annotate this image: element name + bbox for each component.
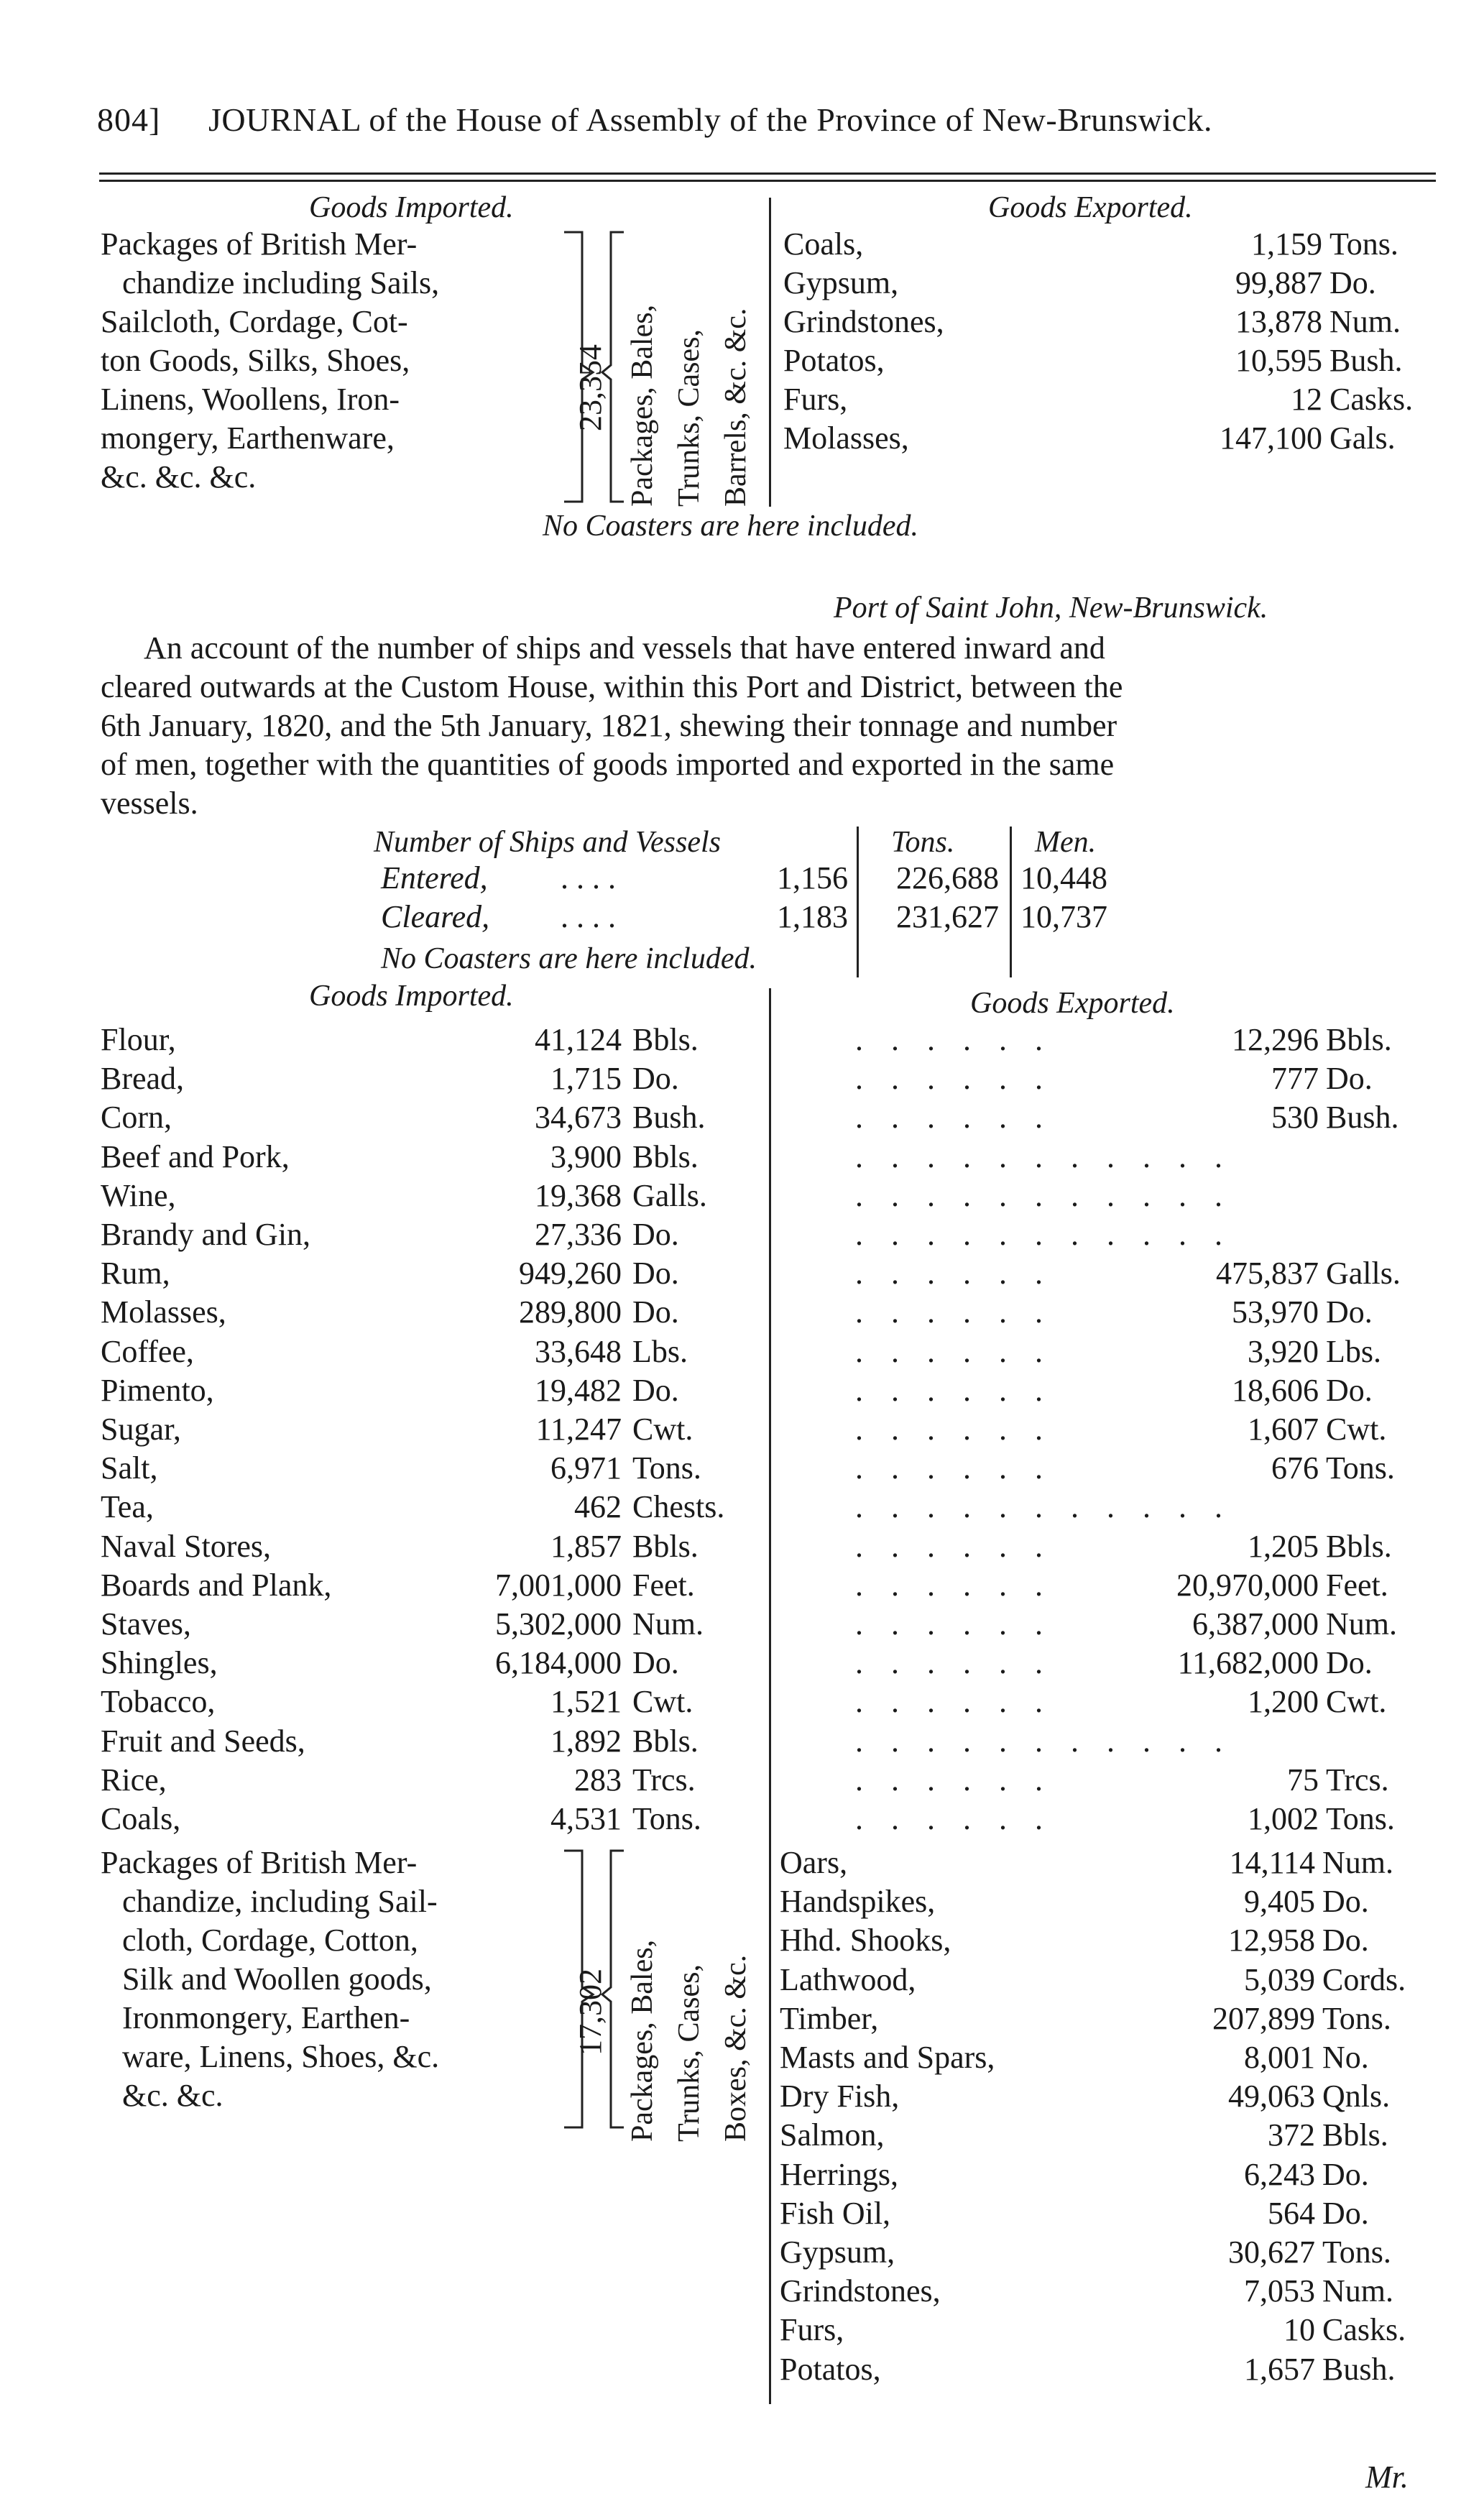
import-unit: Tons. [632, 1801, 701, 1836]
item-name: Molasses, [101, 1294, 226, 1330]
export-qty: 372 [1268, 2117, 1315, 2153]
exports-heading: Goods Exported. [970, 987, 1175, 1020]
export-unit: Lbs. [1326, 1333, 1381, 1369]
import-qty: 19,368 [535, 1177, 622, 1213]
export-qty: 7,053 [1244, 2273, 1315, 2309]
leader-dots: . . . . . . [855, 1100, 1053, 1136]
export-unit: Cwt. [1326, 1684, 1387, 1720]
export-qty: 207,899 [1212, 2000, 1315, 2036]
import-qty: 462 [574, 1489, 622, 1525]
item-name: Bread, [101, 1061, 185, 1097]
row-number: 1,156 [777, 860, 848, 896]
package-type-line: Trunks, Cases, [673, 329, 706, 507]
item-name: Rum, [101, 1256, 170, 1292]
imports-heading: Goods Imported. [309, 980, 514, 1013]
export-unit: Bush. [1329, 343, 1403, 378]
import-unit: Do. [632, 1256, 679, 1292]
row-tons: 226,688 [896, 860, 999, 896]
export-item: Gypsum, [780, 2234, 895, 2270]
leader-dots: . . . . . . [855, 1022, 1053, 1057]
export-unit: Feet. [1326, 1567, 1388, 1603]
import-unit: Num. [632, 1606, 704, 1642]
export-unit: Tons. [1326, 1801, 1395, 1836]
item-name: Corn, [101, 1100, 172, 1136]
item-name: Brandy and Gin, [101, 1217, 311, 1252]
item-name: Sugar, [101, 1412, 181, 1447]
export-qty: 49,063 [1228, 2079, 1315, 2114]
import-qty: 6,971 [550, 1450, 622, 1486]
import-desc-line: ware, Linens, Shoes, &c. [122, 2039, 440, 2074]
export-unit: Tons. [1329, 226, 1398, 262]
package-type-line: Boxes, &c. &c. [719, 1954, 752, 2142]
export-unit: Cords. [1322, 1961, 1406, 1997]
export-qty: 12 [1291, 382, 1322, 417]
export-qty: 530 [1271, 1100, 1319, 1136]
export-item: Timber, [780, 2000, 879, 2036]
item-name: Naval Stores, [101, 1528, 272, 1564]
import-qty: 27,336 [535, 1217, 622, 1252]
export-qty: 18,606 [1232, 1372, 1319, 1408]
item-name: Beef and Pork, [101, 1138, 290, 1174]
export-item: Lathwood, [780, 1961, 916, 1997]
import-unit: Bbls. [632, 1022, 699, 1057]
export-qty: 1,002 [1248, 1801, 1319, 1836]
package-type-line: Packages, Bales, [626, 1939, 659, 2142]
import-desc-line: &c. &c. [122, 2078, 223, 2113]
leader-dots: . . . . . . [855, 1450, 1053, 1486]
intro-line: 6th January, 1820, and the 5th January, 1821, shewing their tonnage and number [101, 708, 1117, 743]
import-qty: 7,001,000 [495, 1567, 622, 1603]
export-unit: Do. [1322, 2195, 1369, 2231]
item-name: Rice, [101, 1762, 167, 1798]
header-rule-2 [99, 180, 1436, 182]
export-qty: 3,920 [1248, 1333, 1319, 1369]
item-name: Tea, [101, 1489, 154, 1525]
import-qty: 4,531 [550, 1801, 622, 1836]
export-unit: Do. [1326, 1061, 1373, 1097]
export-qty: 475,837 [1216, 1256, 1319, 1292]
export-item: Dry Fish, [780, 2079, 900, 2114]
export-item: Grindstones, [783, 304, 944, 339]
export-unit: Do. [1322, 1884, 1369, 1920]
export-unit: No. [1322, 2040, 1369, 2075]
import-unit: Lbs. [632, 1333, 688, 1369]
catchword: Mr. [1365, 2459, 1409, 2495]
import-unit: Bbls. [632, 1723, 699, 1759]
import-unit: Do. [632, 1061, 679, 1097]
leader-dots: . . . . . . [855, 1256, 1053, 1292]
export-unit: Bbls. [1322, 2117, 1388, 2153]
export-unit: Do. [1326, 1645, 1373, 1681]
export-item: Molasses, [783, 420, 909, 456]
export-qty: 13,878 [1235, 304, 1322, 339]
item-name: Shingles, [101, 1645, 218, 1681]
export-unit: Bush. [1322, 2351, 1396, 2387]
export-unit: Num. [1322, 1845, 1393, 1880]
import-unit: Do. [632, 1645, 679, 1681]
import-desc-line: chandize including Sails, [122, 265, 440, 300]
export-unit: Gals. [1329, 420, 1396, 456]
package-type-line: Packages, Bales, [626, 304, 659, 507]
leader-dots: . . . . . . [855, 1801, 1053, 1836]
import-qty: 1,857 [550, 1528, 622, 1564]
leader-dots: . . . . . . [855, 1606, 1053, 1642]
import-unit: Bbls. [632, 1138, 699, 1174]
item-name: Tobacco, [101, 1684, 216, 1720]
leader-dots: . . . . . . . . . . . [855, 1723, 1232, 1759]
leader-dots: . . . . . . . . . . . [855, 1489, 1232, 1525]
import-desc-line: Ironmongery, Earthen- [122, 2000, 410, 2035]
leader-dots: . . . . . . . . . . . [855, 1138, 1232, 1174]
item-name: Salt, [101, 1450, 158, 1486]
export-qty: 1,657 [1244, 2351, 1315, 2387]
column-divider [857, 827, 859, 977]
col-men: Men. [1035, 826, 1097, 859]
package-type-line: Trunks, Cases, [673, 1964, 706, 2142]
export-unit: Trcs. [1326, 1762, 1389, 1798]
section-note: No Coasters are here included. [543, 510, 918, 543]
header-rule [99, 172, 1436, 175]
export-item: Fish Oil, [780, 2195, 891, 2231]
import-unit: Do. [632, 1294, 679, 1330]
export-item: Coals, [783, 226, 864, 262]
export-unit: Num. [1329, 304, 1401, 339]
import-total: 23,354 [573, 344, 608, 431]
page-title: JOURNAL of the House of Assembly of the Province of New-Brunswick. [208, 101, 1213, 138]
export-qty: 147,100 [1220, 420, 1322, 456]
row-men: 10,448 [1020, 860, 1107, 896]
export-qty: 564 [1268, 2195, 1315, 2231]
column-divider [1010, 827, 1012, 977]
export-qty: 777 [1271, 1061, 1319, 1097]
leader-dots: . . . . . . [855, 1762, 1053, 1798]
import-desc-line: Packages of British Mer- [101, 1845, 418, 1880]
ships-note: No Coasters are here included. [381, 942, 757, 975]
export-qty: 12,958 [1228, 1923, 1315, 1958]
leader-dots: . . . . . . [855, 1412, 1053, 1447]
import-unit: Cwt. [632, 1684, 693, 1720]
export-qty: 5,039 [1244, 1961, 1315, 1997]
import-unit: Bbls. [632, 1528, 699, 1564]
export-unit: Do. [1322, 2156, 1369, 2192]
import-qty: 949,260 [519, 1256, 622, 1292]
intro-line: An account of the number of ships and vessels that have entered inward and [144, 630, 1105, 666]
export-qty: 676 [1271, 1450, 1319, 1486]
export-qty: 10,595 [1235, 343, 1322, 378]
item-name: Wine, [101, 1177, 176, 1213]
export-item: Salmon, [780, 2117, 885, 2153]
leader-dots: . . . . . . [855, 1372, 1053, 1408]
exports-heading: Goods Exported. [988, 191, 1193, 224]
export-unit: Do. [1326, 1294, 1373, 1330]
import-desc-line: Silk and Woollen goods, [122, 1961, 432, 1997]
export-unit: Num. [1322, 2273, 1393, 2309]
export-item: Potatos, [780, 2351, 881, 2387]
column-divider [769, 198, 771, 507]
import-unit: Trcs. [632, 1762, 696, 1798]
export-unit: Bush. [1326, 1100, 1399, 1136]
export-item: Handspikes, [780, 1884, 936, 1920]
import-unit: Do. [632, 1372, 679, 1408]
leader-dots: . . . . . . [855, 1333, 1053, 1369]
item-name: Coals, [101, 1801, 181, 1836]
intro-line: of men, together with the quantities of goods imported and exported in the same [101, 747, 1115, 782]
column-divider [769, 988, 771, 2404]
import-qty: 33,648 [535, 1333, 622, 1369]
col-vessels: Number of Ships and Vessels [374, 826, 721, 859]
port-heading: Port of Saint John, New-Brunswick. [834, 592, 1268, 625]
leader-dots: . . . . . . [855, 1061, 1053, 1097]
row-men: 10,737 [1020, 899, 1107, 934]
row-label: Entered, [381, 860, 488, 896]
import-qty: 5,302,000 [495, 1606, 622, 1642]
export-qty: 75 [1287, 1762, 1319, 1798]
import-qty: 41,124 [535, 1022, 622, 1057]
import-qty: 6,184,000 [495, 1645, 622, 1681]
export-qty: 8,001 [1244, 2040, 1315, 2075]
intro-line: vessels. [101, 786, 198, 821]
export-item: Potatos, [783, 343, 885, 378]
import-unit: Do. [632, 1217, 679, 1252]
import-qty: 1,521 [550, 1684, 622, 1720]
export-qty: 9,405 [1244, 1884, 1315, 1920]
export-unit: Bbls. [1326, 1022, 1392, 1057]
import-desc-line: chandize, including Sail- [122, 1884, 438, 1919]
export-qty: 20,970,000 [1176, 1567, 1319, 1603]
leader-dots: . . . . . . [855, 1684, 1053, 1720]
item-name: Pimento, [101, 1372, 214, 1408]
import-qty: 34,673 [535, 1100, 622, 1136]
export-unit: Bbls. [1326, 1528, 1392, 1564]
export-unit: Do. [1322, 1923, 1369, 1958]
export-unit: Tons. [1322, 2000, 1391, 2036]
import-unit: Galls. [632, 1177, 707, 1213]
export-unit: Galls. [1326, 1256, 1401, 1292]
page-number: 804] [97, 101, 161, 138]
import-qty: 3,900 [550, 1138, 622, 1174]
export-qty: 6,387,000 [1192, 1606, 1319, 1642]
leader-dots: . . . . . . [855, 1645, 1053, 1681]
export-item: Masts and Spars, [780, 2040, 995, 2075]
row-label: Cleared, [381, 899, 490, 934]
export-unit: Do. [1329, 265, 1376, 300]
export-qty: 14,114 [1229, 1845, 1315, 1880]
item-name: Staves, [101, 1606, 191, 1642]
export-qty: 30,627 [1228, 2234, 1315, 2270]
import-desc-line: Sailcloth, Cordage, Cot- [101, 304, 408, 339]
leader-dots: . . . . . . . . . . . [855, 1217, 1232, 1252]
item-name: Boards and Plank, [101, 1567, 332, 1603]
export-qty: 12,296 [1232, 1022, 1319, 1057]
import-desc-line: Linens, Woollens, Iron- [101, 382, 400, 417]
import-unit: Feet. [632, 1567, 695, 1603]
import-desc-line: cloth, Cordage, Cotton, [122, 1923, 418, 1958]
export-item: Oars, [780, 1845, 848, 1880]
export-unit: Casks. [1329, 382, 1414, 417]
leader-dots: . . . . . . . . . . . [855, 1177, 1232, 1213]
row-tons: 231,627 [896, 899, 999, 934]
row-number: 1,183 [777, 899, 848, 934]
export-item: Gypsum, [783, 265, 899, 300]
import-unit: Chests. [632, 1489, 725, 1525]
leader-dots: . . . . . . [855, 1528, 1053, 1564]
import-qty: 11,247 [535, 1412, 622, 1447]
item-name: Fruit and Seeds, [101, 1723, 305, 1759]
export-qty: 53,970 [1232, 1294, 1319, 1330]
export-qty: 11,682,000 [1177, 1645, 1319, 1681]
export-item: Hhd. Shooks, [780, 1923, 951, 1958]
export-item: Furs, [780, 2312, 844, 2348]
export-unit: Casks. [1322, 2312, 1406, 2348]
import-desc-line: mongery, Earthenware, [101, 420, 395, 456]
import-qty: 1,892 [550, 1723, 622, 1759]
col-tons: Tons. [891, 826, 955, 859]
package-type-line: Barrels, &c. &c. [719, 308, 752, 507]
export-qty: 1,200 [1248, 1684, 1319, 1720]
import-desc-line: &c. &c. &c. [101, 459, 257, 494]
import-total: 17,302 [573, 1969, 608, 2056]
export-qty: 99,887 [1235, 265, 1322, 300]
leader-dots: . . . . . . [855, 1294, 1053, 1330]
export-unit: Tons. [1322, 2234, 1391, 2270]
export-unit: Qnls. [1322, 2079, 1391, 2114]
export-unit: Num. [1326, 1606, 1397, 1642]
import-unit: Bush. [632, 1100, 706, 1136]
row-dots: . . . . [561, 860, 616, 896]
import-unit: Tons. [632, 1450, 701, 1486]
import-unit: Cwt. [632, 1412, 693, 1447]
imports-heading: Goods Imported. [309, 191, 514, 224]
export-qty: 1,607 [1248, 1412, 1319, 1447]
export-qty: 1,159 [1251, 226, 1322, 262]
export-qty: 10 [1283, 2312, 1315, 2348]
row-dots: . . . . [561, 899, 616, 934]
export-unit: Cwt. [1326, 1412, 1387, 1447]
export-unit: Do. [1326, 1372, 1373, 1408]
import-qty: 19,482 [535, 1372, 622, 1408]
import-qty: 283 [574, 1762, 622, 1798]
export-qty: 1,205 [1248, 1528, 1319, 1564]
import-qty: 289,800 [519, 1294, 622, 1330]
export-qty: 6,243 [1244, 2156, 1315, 2192]
item-name: Flour, [101, 1022, 176, 1057]
export-item: Grindstones, [780, 2273, 941, 2309]
item-name: Coffee, [101, 1333, 194, 1369]
export-item: Herrings, [780, 2156, 898, 2192]
intro-line: cleared outwards at the Custom House, within this Port and District, between the [101, 669, 1123, 704]
import-desc-line: ton Goods, Silks, Shoes, [101, 343, 410, 378]
export-unit: Tons. [1326, 1450, 1395, 1486]
leader-dots: . . . . . . [855, 1567, 1053, 1603]
import-desc-line: Packages of British Mer- [101, 226, 418, 262]
export-item: Furs, [783, 382, 848, 417]
import-qty: 1,715 [550, 1061, 622, 1097]
